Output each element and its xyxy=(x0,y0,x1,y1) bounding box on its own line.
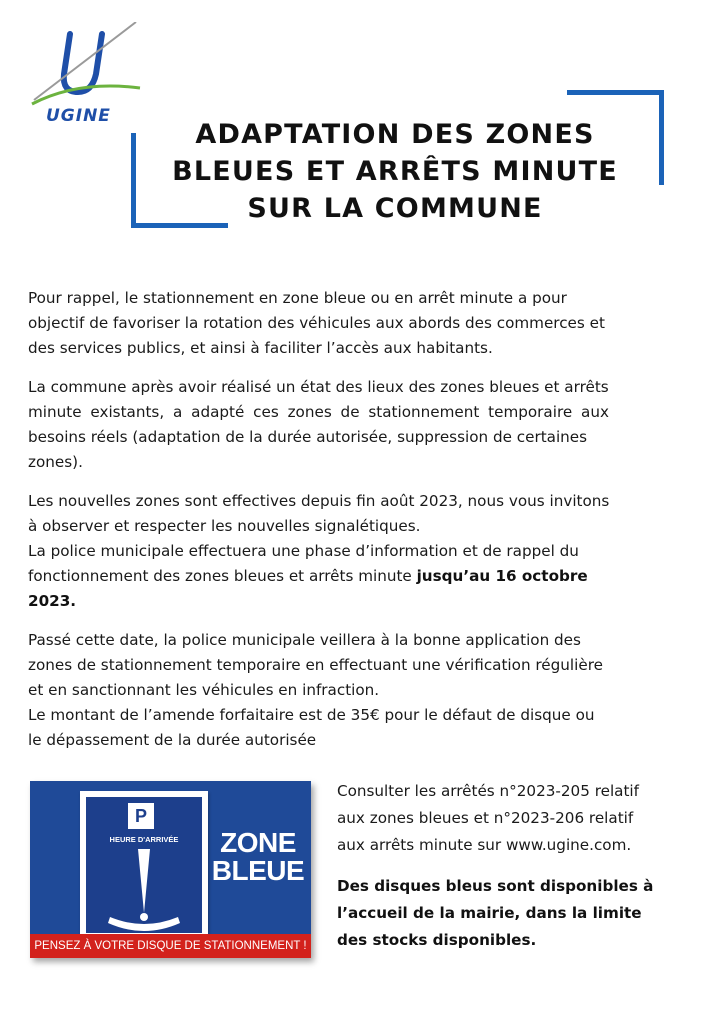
title-line: ADAPTATION DES ZONES xyxy=(195,119,595,150)
side-column xyxy=(337,778,704,968)
text-line: Passé cette date, la police municipale veillera à la bonne application des xyxy=(28,631,581,649)
text-line: l’accueil de la mairie, dans la limite xyxy=(337,904,642,922)
text-line: Le montant de l’amende forfaitaire est de 35€ pour le défaut de disque ou xyxy=(28,706,595,724)
paragraph-commune xyxy=(28,375,704,475)
ugine-logo xyxy=(28,22,148,132)
heure-arrivee-label: HEURE D'ARRIVÉE xyxy=(109,835,179,844)
paragraph-nouvelles-zones xyxy=(28,489,704,614)
text-line: Des disques bleus sont disponibles à xyxy=(337,877,654,895)
paragraph-sanction xyxy=(28,628,704,753)
text-line: des services publics, et ainsi à faciliter l’accès aux habitants. xyxy=(28,339,493,357)
paragraph-rappel xyxy=(28,286,704,361)
text-line: Les nouvelles zones sont effectives depuis fin août 2023, nous vous invitons xyxy=(28,492,610,510)
disques-disponibles xyxy=(337,873,704,954)
text-line: zones de stationnement temporaire en effectuant une vérification régulière xyxy=(28,656,603,674)
zone-line: ZONE xyxy=(220,827,296,858)
text-line: Pour rappel, le stationnement en zone bleue ou en arrêt minute a pour xyxy=(28,289,567,307)
disc-needle-icon xyxy=(86,843,202,935)
page-title xyxy=(150,116,640,227)
zone-bleue-image xyxy=(30,781,311,958)
arretes-info xyxy=(337,778,704,859)
text-span: fonctionnement des zones bleues et arrêts minute xyxy=(28,567,412,585)
logo-text: UGINE xyxy=(46,106,111,126)
text-line: le dépassement de la durée autorisée xyxy=(28,731,317,749)
parking-disc-face xyxy=(86,797,202,933)
text-line: zones). xyxy=(28,453,83,471)
text-line: minute existants, a adapté ces zones de stationnement temporaire aux xyxy=(28,403,609,421)
text-line: et en sanctionnant les véhicules en infraction. xyxy=(28,681,380,699)
text-line: aux zones bleues et n°2023-206 relatif xyxy=(337,809,634,827)
text-line: à observer et respecter les nouvelles signalétiques. xyxy=(28,517,421,535)
text-line xyxy=(28,564,704,589)
deadline-date: jusqu’au 16 octobre xyxy=(416,567,588,585)
text-line: La commune après avoir réalisé un état des lieux des zones bleues et arrêts xyxy=(28,378,609,396)
zone-bleue-label xyxy=(206,829,310,885)
reminder-banner: PENSEZ À VOTRE DISQUE DE STATIONNEMENT ! xyxy=(30,934,311,958)
text-line: aux arrêts minute sur www.ugine.com. xyxy=(337,836,632,854)
deadline-year: 2023. xyxy=(28,592,77,610)
text-line: objectif de favoriser la rotation des véhicules aux abords des commerces et xyxy=(28,314,605,332)
text-line: besoins réels (adaptation de la durée autorisée, suppression de certaines xyxy=(28,428,588,446)
title-line: BLEUES ET ARRÊTS MINUTE xyxy=(172,156,618,187)
text-line: des stocks disponibles. xyxy=(337,931,537,949)
text-line: Consulter les arrêtés n°2023-205 relatif xyxy=(337,782,639,800)
parking-disc xyxy=(80,791,208,941)
zone-line: BLEUE xyxy=(211,855,305,886)
parking-p-icon: P xyxy=(128,803,154,829)
text-line: La police municipale effectuera une phase d’information et de rappel du xyxy=(28,542,579,560)
text-line xyxy=(28,589,704,614)
body-text xyxy=(28,286,704,767)
title-line: SUR LA COMMUNE xyxy=(247,193,543,224)
